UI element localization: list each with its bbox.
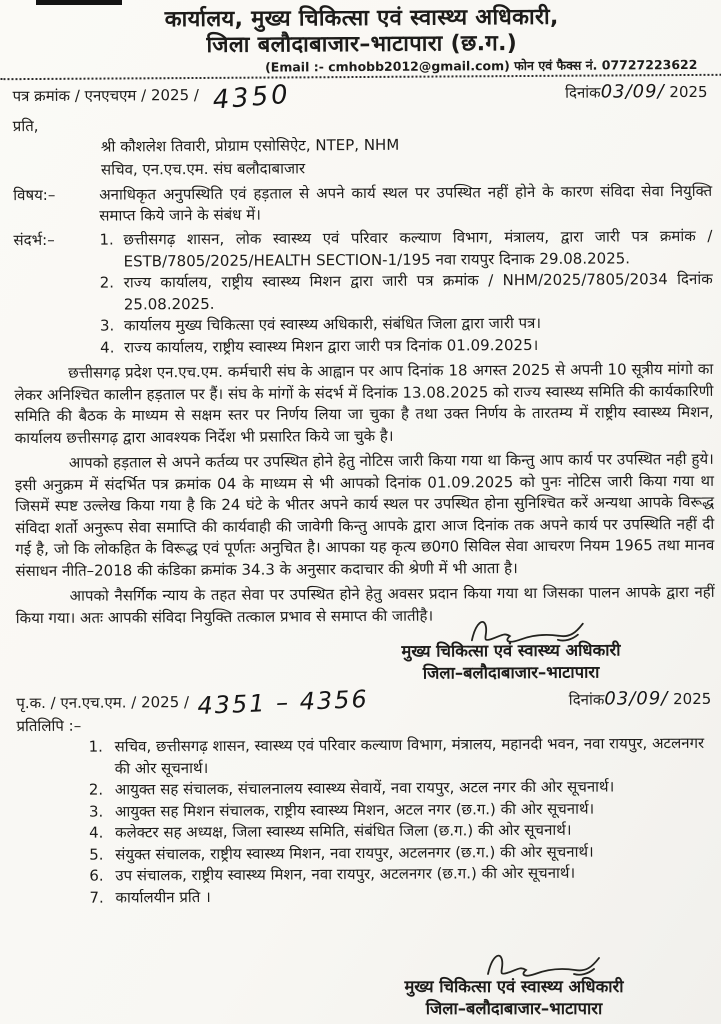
copy-text: संयुक्त संचालक, राष्ट्रीय स्वास्थ्य मिशन, नवा रायपुर, अटलनगर (छ.ग.) की ओर सूचनार्थ। (115, 842, 594, 864)
copy-text: आयुक्त सह संचालक, संचालनालय स्वास्थ्य सेवायें, नवा रायपुर, अटल नगर की ओर सूचनार्थ। (114, 777, 615, 799)
copy-number: 4. (89, 823, 104, 842)
date-year: 2025 (673, 689, 712, 709)
endorsement-label: पृ.क. / एन.एच.एम. / 2025 / (16, 693, 190, 713)
handwritten-endorsement-number: 4351 – 4356 (196, 684, 369, 720)
signatory-district: जिला–बलौदाबाजार–भाटापारा (422, 662, 600, 683)
reference-item (100, 333, 713, 358)
reference-number: 1. (99, 230, 114, 249)
reference-number: 3. (99, 316, 115, 335)
reference-text: राज्य कार्यालय, राष्ट्रीय स्वास्थ्य मिशन द्वारा जारी पत्र क्रमांक / NHM/2025/7805/2034 दिनांक 25.08.2025. (123, 269, 713, 313)
copy-item (88, 733, 715, 780)
office-title-line1: कार्यालय, मुख्य चिकित्सा एवं स्वास्थ्य अधिकारी, (164, 4, 559, 33)
letter-number-cell (12, 79, 293, 116)
signature-block-bottom (349, 948, 679, 1020)
signatory-district: जिला–बलौदाबाजार–भाटापारा (425, 999, 603, 1018)
copy-number: 6. (89, 866, 104, 885)
copy-text: उप संचालक, राष्ट्रीय स्वास्थ्य मिशन, नवा रायपुर, अटलनगर (छ.ग.) की ओर सूचनार्थ। (115, 863, 576, 885)
copy-item (89, 883, 716, 908)
date-year: 2025 (669, 82, 708, 102)
endorsement-number-cell (16, 684, 369, 720)
subject-label: विषय:– (13, 185, 56, 205)
copy-number: 3. (88, 802, 104, 821)
endorsement-row (16, 684, 715, 720)
letter-number-row (12, 78, 711, 116)
salutation: प्रति, (12, 116, 39, 136)
body-paragraph-3: आपको नैसर्गिक न्याय के तहत सेवा पर उपस्थित होने हेतु अवसर प्रदान किया गया था जिसका पालन आपके द्वारा नहीं किया गया। अतः आपकी संविदा नियुक्ति तत्काल प्रभाव से समाप्त की जातीहै। (15, 582, 715, 627)
reference-item (99, 226, 712, 273)
copy-number: 1. (88, 737, 103, 756)
contact-line: (Email :- cmhobb2012@gmail.com) फोन एवं फैक्स नं. 07727223622 (265, 56, 698, 75)
recipient-line2: सचिव, एन.एच.एम. संघ बलौदाबाजार (100, 159, 306, 179)
signatory-title: मुख्य चिकित्सा एवं स्वास्थ्य अधिकारी (404, 977, 624, 996)
body-paragraph-2: आपको हड़ताल से अपने कर्तव्य पर उपस्थित होने हेतु नोटिस जारी किया गया था किन्तु आप कार्य पर उपस्थित नही हुये। इसी अनुक्रम में संदर्भित पत्र क्रमांक 04 के माध्यम से भी आपको दिनांक 01.09.2025 को पुनः नोटिस जारी किया गया था जिसमें स्पष्ट उल्लेख किया गया है कि 24 घंटे के भीतर अपने कार्य स्थल पर उपस्थित होना सुनिश्चित करें अन्यथा आपके विरूद्ध संविदा शर्तो अनुरूप सेवा समाप्ति की कार्यवाही की जावेगी किन्तु आपके द्वारा आज दिनांक तक अपने कार्य पर उपस्थिति नहीं दी गई है, जो कि लोकहित के विरूद्ध एवं पूर्णतः अनुचित है। आपका यह कृत्य छ0ग0 सिविल सेवा आचरण नियम 1965 तथा मानव संसाधन नीति–2018 की कंडिका क्रमांक 34.3 के अनुसार कदाचार की श्रेणी में भी आता है। (14, 449, 715, 580)
handwritten-date: 03/09/ (604, 688, 669, 710)
reference-number: 2. (99, 273, 115, 292)
date-label: दिनांक (568, 690, 605, 709)
subject-row (13, 181, 712, 227)
reference-text: राज्य कार्यालय, राष्ट्रीय स्वास्थ्य मिशन द्वारा जारी पत्र दिनांक 01.09.2025। (124, 335, 539, 356)
subject-text: अनाधिकृत अनुपस्थिति एवं हड़ताल से अपने कार्य स्थल पर उपस्थित नहीं होने के कारण संविदा सेवा नियुक्ति समाप्त किये जाने के संबंध में। (99, 181, 713, 225)
references-list (99, 226, 713, 359)
letter-date-cell (565, 81, 712, 104)
reference-text: कार्यालय मुख्य चिकित्सा एवं स्वास्थ्य अधिकारी, संबंधित जिला द्वारा जारी पत्र। (123, 313, 542, 335)
references-section (13, 226, 713, 359)
copy-number: 7. (89, 888, 104, 907)
office-title-line2: जिला बलौदाबाजार–भाटापारा (छ.ग.) (206, 31, 518, 58)
copies-label: प्रतिलिपि :– (16, 716, 82, 736)
copy-number: 2. (88, 780, 104, 799)
body-paragraph-1: छत्तीसगढ़ प्रदेश एन.एच.एम. कर्मचारी संघ के आह्वान पर आप दिनांक 18 अगस्त 2025 से अपनी 10 सूत्रीय मांगो का लेकर अनिश्चित कालीन हड़ताल पर हैं। संघ के मांगों के संदर्भ में दिनांक 13.08.2025 को राज्य स्वास्थ्य समिति की कार्यकारिणी समिति की बैठक के माध्यम से सक्षम स्तर पर निर्णय लिया जा चुका है तथा उक्त निर्णय के तारतम्य में राष्ट्रीय स्वास्थ्य मिशन, कार्यालय छत्तीसगढ़ द्वारा आवश्यक निर्देश भी प्रसारित किये जा चुके है। (14, 359, 714, 447)
copy-text: कलेक्टर सह अध्यक्ष, जिला स्वास्थ्य समिति, संबंधित जिला (छ.ग.) की ओर सूचनार्थ। (115, 820, 572, 842)
references-label: संदर्भ:– (13, 230, 55, 250)
copy-text: सचिव, छत्तीसगढ़ शासन, स्वास्थ्य एवं परिवार कल्याण विभाग, मंत्रालय, महानदी भवन, नवा रायपुर, अटलनगर की ओर सूचनार्थ। (114, 733, 705, 778)
letter-number-label: पत्र क्रमांक / एनएचएम / 2025 / (12, 85, 199, 106)
date-label: दिनांक (565, 83, 601, 102)
signatory-title: मुख्य चिकित्सा एवं स्वास्थ्य अधिकारी (401, 640, 621, 661)
copy-number: 5. (89, 845, 104, 864)
endorsement-date-cell (569, 688, 716, 711)
recipient-line1: श्री कौशलेश तिवारी, प्रोग्राम एसोसिऐट, NTEP, NHM (100, 135, 400, 156)
reference-text: छत्तीसगढ़ शासन, लोक स्वास्थ्य एवं परिवार कल्याण विभाग, मंत्रालय, द्वारा जारी पत्र क्रमांक / ESTB/7805/2025/HEALTH SECTION-1/195 नवा रायपुर दिनाक 29.08.2025. (123, 226, 713, 270)
reference-item (100, 269, 713, 316)
copy-text: कार्यालयीन प्रति । (115, 887, 211, 907)
reference-number: 4. (100, 338, 115, 357)
handwritten-date: 03/09/ (600, 81, 665, 103)
handwritten-letter-number: 4350 (211, 79, 293, 116)
copy-text: आयुक्त सह मिशन संचालक, राष्ट्रीय स्वास्थ्य मिशन, अटल नगर (छ.ग.) की ओर सूचनार्थ। (114, 799, 595, 821)
